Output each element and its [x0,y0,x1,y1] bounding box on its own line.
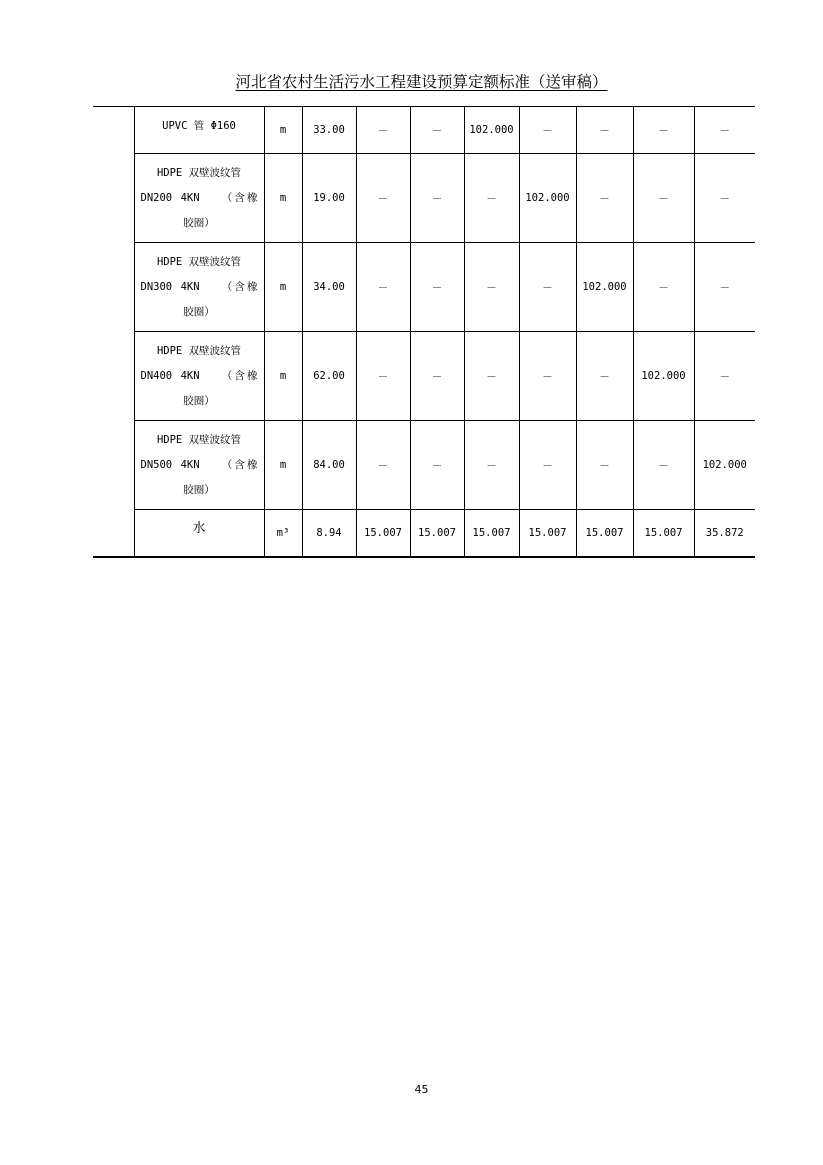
material-name-line: HDPE 双壁波纹管 [156,166,242,179]
quantity-cell: － [410,243,464,332]
material-name-line: DN500 4KN （含橡 [140,458,258,471]
group-cell [93,510,134,558]
group-cell [93,421,134,510]
material-name-line: DN400 4KN （含橡 [140,369,258,382]
quantity-cell: － [410,332,464,421]
quantity-cell: － [519,421,576,510]
price-cell: 8.94 [302,510,356,558]
quantity-cell: － [633,107,694,154]
quantity-cell: 15.007 [464,510,519,558]
material-name-line: 胶圈） [183,394,215,407]
quantity-cell: 15.007 [356,510,410,558]
quantity-cell: － [410,421,464,510]
price-cell: 34.00 [302,243,356,332]
material-name-line: DN300 4KN （含橡 [140,280,258,293]
price-cell: 62.00 [302,332,356,421]
material-name-line: HDPE 双壁波纹管 [156,255,242,268]
quantity-cell: － [633,243,694,332]
table-row [93,510,755,558]
quantity-cell: － [410,107,464,154]
quantity-cell: － [356,421,410,510]
price-cell: 19.00 [302,154,356,243]
price-cell: 33.00 [302,107,356,154]
unit-cell: m [264,107,302,154]
table-row [93,154,755,243]
quantity-cell: － [519,332,576,421]
material-name-cell [134,332,264,421]
unit-cell: m [264,421,302,510]
unit-cell: m [264,332,302,421]
quantity-cell: － [464,332,519,421]
group-cell [93,107,134,154]
group-cell [93,154,134,243]
quantity-cell: 35.872 [694,510,755,558]
quantity-cell: － [519,243,576,332]
quantity-cell: － [410,154,464,243]
material-name-cell [134,421,264,510]
group-cell [93,332,134,421]
material-name-line: HDPE 双壁波纹管 [156,344,242,357]
quantity-cell: － [464,421,519,510]
quantity-cell: 102.000 [633,332,694,421]
quantity-cell: 15.007 [519,510,576,558]
unit-cell: m [264,154,302,243]
material-name-line: HDPE 双壁波纹管 [156,433,242,446]
material-name-line: 胶圈） [183,216,215,229]
material-name-line: 胶圈） [183,305,215,318]
unit-cell: m [264,243,302,332]
table-row [93,421,755,510]
group-cell [93,243,134,332]
quota-table [93,106,755,558]
table-row [93,107,755,154]
quantity-cell: － [576,107,633,154]
quantity-cell: － [356,154,410,243]
material-name-line: DN200 4KN （含橡 [140,191,258,204]
quantity-cell: － [694,332,755,421]
quantity-cell: － [694,154,755,243]
quantity-cell: － [576,421,633,510]
material-name-cell [134,243,264,332]
unit-cell: m³ [264,510,302,558]
document-title: 河北省农村生活污水工程建设预算定额标准（送审稿） [235,73,608,91]
quantity-cell: － [633,154,694,243]
quantity-cell: 102.000 [576,243,633,332]
material-name-line: 胶圈） [183,483,215,496]
material-name-cell [134,510,264,558]
quantity-cell: － [356,243,410,332]
quantity-cell: － [576,154,633,243]
quantity-cell: 15.007 [410,510,464,558]
table-row [93,332,755,421]
quantity-cell: 15.007 [576,510,633,558]
quantity-cell: － [356,107,410,154]
material-name-cell [134,154,264,243]
quantity-cell: － [576,332,633,421]
quantity-cell: 102.000 [464,107,519,154]
quantity-cell: 15.007 [633,510,694,558]
quantity-cell: － [694,107,755,154]
quantity-cell: － [694,243,755,332]
material-name-line: 水 [192,521,206,536]
quantity-cell: － [633,421,694,510]
page-number: 45 [414,1083,429,1096]
quantity-cell: － [464,243,519,332]
quantity-cell: － [519,107,576,154]
quantity-cell: 102.000 [694,421,755,510]
table-row [93,243,755,332]
material-name-line: UPVC 管 Φ160 [162,120,236,132]
price-cell: 84.00 [302,421,356,510]
quantity-cell: － [464,154,519,243]
material-name-cell [134,107,264,154]
quantity-cell: － [356,332,410,421]
quantity-cell: 102.000 [519,154,576,243]
